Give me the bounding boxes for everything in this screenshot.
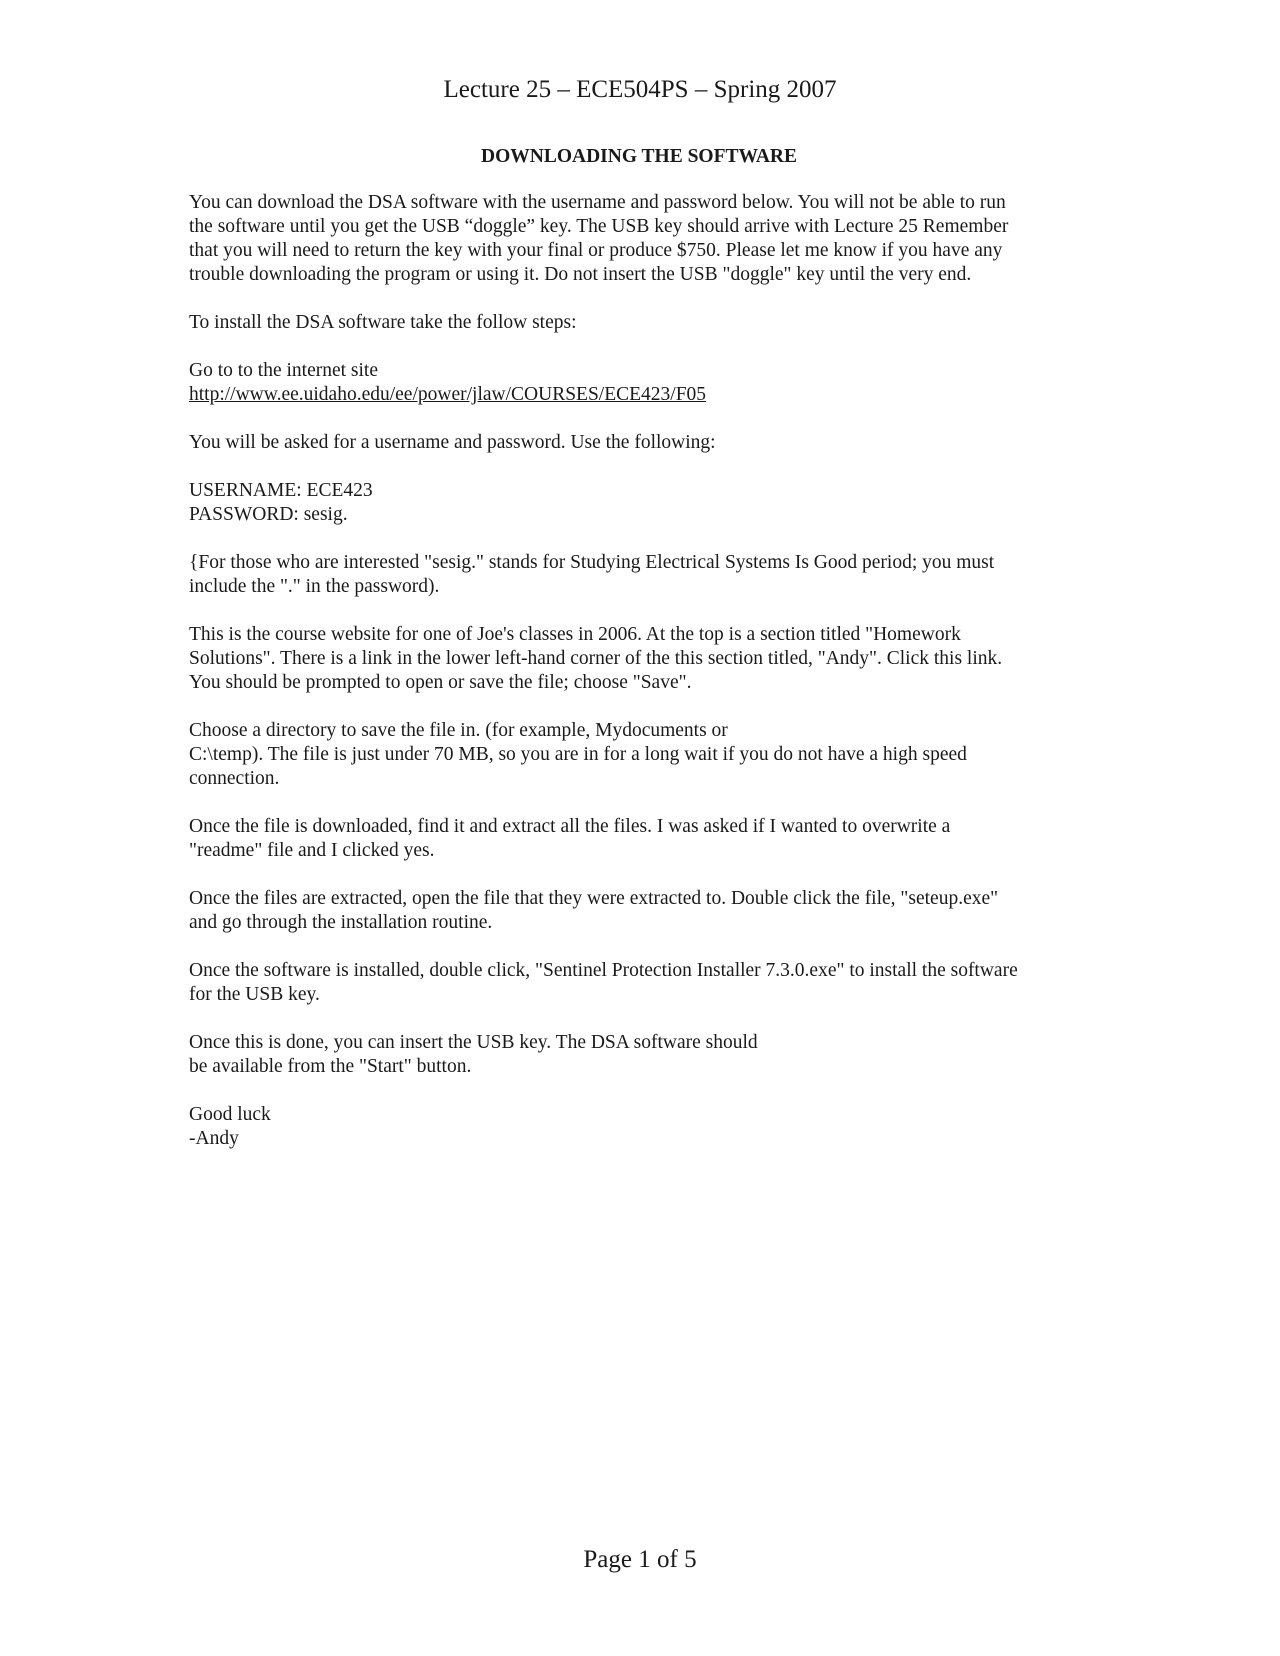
username-line: USERNAME: ECE423 [189,480,373,501]
setup-paragraph: Once the files are extracted, open the file that they were extracted to. Double click the file, "seteup.exe" and go through the installation routine. [189,888,999,933]
document-body [189,145,1089,1175]
password-note-paragraph: {For those who are interested "sesig." stands for Studying Electrical Systems Is Good period; you must include the "." in the password). [189,552,995,597]
goto-text: Go to to the internet site [189,360,379,381]
credentials-intro-paragraph: You will be asked for a username and password. Use the following: [189,432,716,453]
credentials-block [189,479,1089,527]
extract-paragraph: Once the file is downloaded, find it and extract all the files. I was asked if I wanted to overwrite a "readme" file and I clicked yes. [189,816,951,861]
password-line: PASSWORD: sesig. [189,504,348,525]
course-site-link[interactable]: http://www.ee.uidaho.edu/ee/power/jlaw/COURSES/ECE423/F05 [189,384,707,405]
sentinel-paragraph: Once the software is installed, double click, "Sentinel Protection Installer 7.3.0.exe" to install the software for the USB key. [189,960,1018,1005]
page-number: Page 1 of 5 [583,1546,697,1573]
intro-paragraph: You can download the DSA software with the username and password below. You will not be able to run the software until you get the USB “doggle” key. The USB key should arrive with Lecture 25 Remember that you will need to return the key with your final or produce $750. Please let me know if you have any trouble downloading the program or using it. Do not insert the USB "doggle" key until the very end. [189,192,1009,285]
steps-intro-paragraph: To install the DSA software take the follow steps: [189,312,577,333]
signoff: Good luck -Andy [189,1104,271,1149]
course-site-paragraph: This is the course website for one of Joe's classes in 2006. At the top is a section titled "Homework Solutions". There is a link in the lower left-hand corner of the this section titled, "Andy". Click this link. You should be prompted to open or save the file; choose "Save". [189,624,1003,693]
page-header: Lecture 25 – ECE504PS – Spring 2007 [443,76,837,103]
document-heading: DOWNLOADING THE SOFTWARE [480,146,798,167]
usb-insert-paragraph: Once this is done, you can insert the USB key. The DSA software should be available from the "Start" button. [189,1032,758,1077]
goto-paragraph [189,359,1089,407]
save-directory-paragraph: Choose a directory to save the file in. (for example, Mydocuments or C:\temp). The file is just under 70 MB, so you are in for a long wait if you do not have a high speed connection. [189,720,967,789]
